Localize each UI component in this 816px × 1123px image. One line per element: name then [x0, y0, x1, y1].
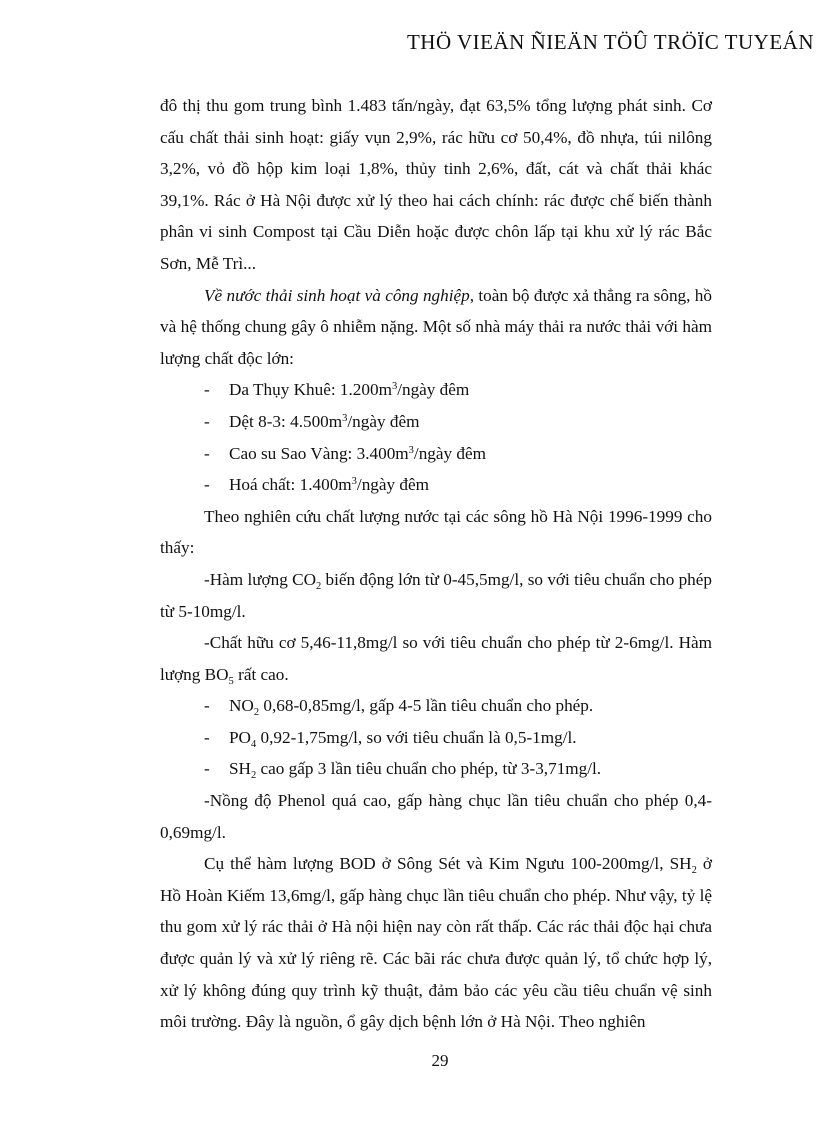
item-unit: /ngày đêm: [413, 443, 486, 463]
paragraph-bod-conclusion: [160, 848, 712, 1038]
superscript: 3: [391, 381, 398, 393]
dash: -: [204, 443, 210, 463]
paragraph-text: ở Hồ Hoàn Kiếm 13,6mg/l, gấp hàng chục lần tiêu chuẩn cho phép. Như vậy, tỷ lệ thu gom xử lý rác thải ở Hà nội hiện nay còn rất thấp. Các rác thải độc hại chưa được quản lý và xử lý riêng rẽ. Các bãi rác chưa được quản lý, tổ chức hợp lý, xử lý không đúng quy trình kỹ thuật, đảm bảo các yêu cầu tiêu chuẩn vệ sinh môi trường. Đây là nguồn, ổ gây dịch bệnh lớn ở Hà Nội. Theo nghiên: [160, 854, 712, 1032]
item-text: 0,68-0,85mg/l, gấp 4-5 lần tiêu chuẩn cho phép.: [259, 696, 594, 716]
list-item: [160, 469, 712, 501]
item-text: Hoá chất: 1.400m: [229, 475, 352, 495]
wastewater-text: , toàn bộ được xả thẳng ra sông, hồ và hệ thống chung gây ô nhiễm nặng. Một số nhà máy thải ra nước thải với hàm lượng chất độc lớn:: [160, 285, 712, 368]
dash: -: [204, 759, 210, 779]
superscript: 3: [408, 444, 414, 456]
page-number: 29: [431, 1051, 449, 1070]
dash: -: [204, 380, 210, 400]
quality-item-organic: [160, 627, 712, 690]
quality-item-co2: [160, 564, 712, 627]
item-text: Nồng độ Phenol quá cao, gấp hàng chục lần tiêu chuẩn cho phép 0,4-0,69mg/l.: [160, 791, 712, 842]
quality-item-po4: [160, 722, 712, 754]
page-body: [160, 90, 712, 1038]
dash: -: [204, 791, 210, 811]
subscript: 2: [253, 707, 260, 719]
dash: -: [204, 633, 210, 653]
item-text: biến động lớn từ 0-45,5mg/l, so với tiêu chuẩn cho phép từ 5-10mg/l.: [160, 569, 712, 621]
item-text: 0,92-1,75mg/l, so với tiêu chuẩn là 0,5-1mg/l.: [256, 727, 577, 747]
dash: -: [204, 727, 210, 747]
subscript: 2: [315, 580, 322, 592]
item-unit: /ngày đêm: [397, 380, 470, 400]
list-item: [160, 438, 712, 470]
item-text: cao gấp 3 lần tiêu chuẩn cho phép, từ 3-3,71mg/l.: [256, 759, 602, 779]
quality-item-no2: [160, 690, 712, 722]
dash: -: [204, 569, 210, 589]
wastewater-heading: Về nước thải sinh hoạt và công nghiệp: [204, 285, 470, 305]
quality-item-phenol: [160, 785, 712, 848]
quality-item-sh2: [160, 753, 712, 785]
item-text: PO: [229, 727, 251, 747]
paragraph-wastewater: [160, 280, 712, 375]
item-text: SH: [229, 759, 251, 779]
subscript: 2: [691, 865, 697, 877]
subscript: 4: [250, 738, 257, 750]
item-text: Da Thụy Khuê: 1.200m: [229, 380, 392, 400]
superscript: 3: [351, 476, 357, 488]
running-header: THÖ VIEÄN ÑIEÄN TÖÛ TRÖÏC TUYEÁN: [406, 30, 814, 54]
item-text: Dệt 8-3: 4.500m: [229, 411, 343, 431]
list-item: [160, 406, 712, 438]
item-text: Chất hữu cơ 5,46-11,8mg/l so với tiêu chuẩn cho phép từ 2-6mg/l. Hàm lượng BO: [160, 633, 712, 684]
item-text: NO: [229, 696, 254, 716]
paragraph-waste-collection: đô thị thu gom trung bình 1.483 tấn/ngày, đạt 63,5% tổng lượng phát sinh. Cơ cấu chất thải sinh hoạt: giấy vụn 2,9%, rác hữu cơ 50,4%, đồ nhựa, túi nilông 3,2%, vỏ đồ hộp kim loại 1,8%, thủy tinh 2,6%, đất, cát và chất thải khác 39,1%. Rác ở Hà Nội được xử lý theo hai cách chính: rác được chế biến thành phân vi sinh Compost tại Cầu Diễn hoặc được chôn lấp tại khu xử lý rác Bắc Sơn, Mễ Trì...: [160, 96, 712, 273]
item-text: rất cao.: [233, 664, 289, 684]
dash: -: [204, 696, 210, 716]
dash: -: [204, 411, 210, 431]
paragraph-water-quality: Theo nghiên cứu chất lượng nước tại các sông hồ Hà Nội 1996-1999 cho thấy:: [160, 506, 712, 558]
superscript: 3: [342, 412, 348, 424]
paragraph-text: Cụ thể hàm lượng BOD ở Sông Sét và Kim Ngưu 100-200mg/l, SH: [204, 854, 692, 874]
item-text: Hàm lượng CO: [209, 569, 316, 589]
list-item: [160, 374, 712, 406]
subscript: 5: [228, 675, 234, 687]
subscript: 2: [250, 770, 257, 782]
item-unit: /ngày đêm: [347, 411, 420, 431]
dash: -: [204, 475, 210, 495]
item-unit: /ngày đêm: [356, 475, 429, 495]
item-text: Cao su Sao Vàng: 3.400m: [229, 443, 409, 463]
